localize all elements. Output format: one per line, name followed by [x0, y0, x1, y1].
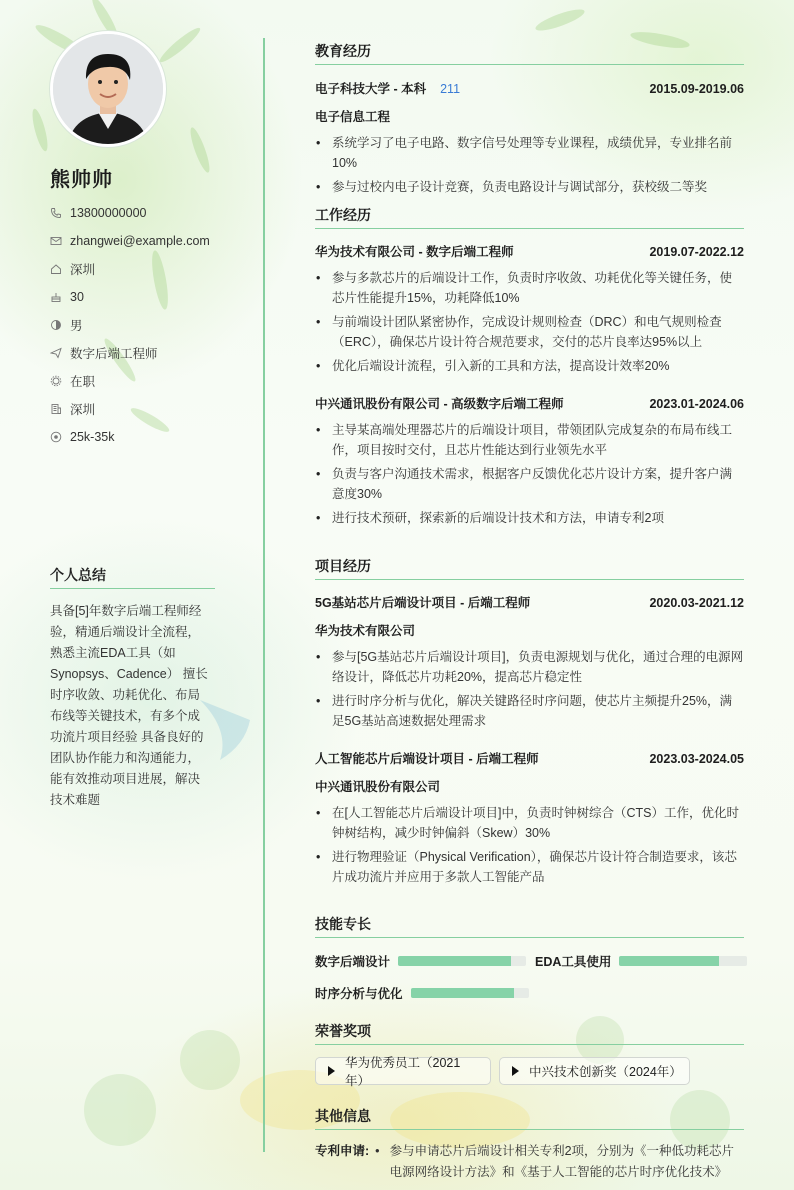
skill-item: [315, 952, 526, 970]
job-company: 华为技术有限公司 - 数字后端工程师: [315, 245, 514, 259]
send-icon: [50, 347, 62, 359]
award-badge: [315, 1056, 491, 1088]
gender-row: [50, 311, 250, 339]
education-bullets: [315, 133, 744, 201]
email-row: [50, 227, 250, 255]
work-city-value: 深圳: [70, 403, 96, 417]
phone-row: [50, 199, 250, 227]
award-label: 华为优秀员工（2021年）: [345, 1056, 461, 1088]
email-value: zhangwei@example.com: [70, 234, 210, 248]
summary-text: 具备[5]年数字后端工程师经验，精通后端设计全流程，熟悉主流EDA工具（如Synopsys、Cadence） 擅长时序收敛、功耗优化、布局布线等关键技术，有多个成功流片项目经验 具备良好的团队协作能力和沟通能力，能有效推动项目进展，解决技术难题: [50, 604, 208, 807]
list-item: • 进行物理验证（Physical Verification），确保芯片设计符合制造要求，该芯片成功流片并应用于多款人工智能产品: [315, 847, 744, 887]
list-item: • 主导某高端处理器芯片的后端设计项目，带领团队完成复杂的布局布线工作，项目按时交付，且芯片性能达到行业领先水平: [315, 420, 744, 460]
award-badge: [499, 1057, 690, 1085]
building-icon: [50, 403, 62, 415]
home-icon: [50, 263, 62, 275]
education-heading: 教育经历: [315, 41, 744, 65]
salary-value: 25k-35k: [70, 430, 115, 444]
contact-info-list: [50, 199, 250, 451]
status-row: [50, 367, 250, 395]
phone-icon: [50, 207, 62, 219]
city-value: 深圳: [70, 263, 96, 277]
award-label: 中兴技术创新奖（2024年）: [529, 1065, 682, 1079]
candidate-name: 熊帅帅: [50, 169, 113, 191]
gender-icon: [50, 319, 62, 331]
job-period: 2023.01-2024.06: [649, 397, 744, 411]
coin-icon: [50, 431, 62, 443]
list-item: • 负责与客户沟通技术需求，根据客户反馈优化芯片设计方案，提升客户满意度30%: [315, 464, 744, 504]
list-item: • 进行技术预研，探索新的后端设计技术和方法，申请专利2项: [315, 508, 744, 528]
work-city-row: [50, 395, 250, 423]
other-label: 专利申请:: [315, 1144, 370, 1158]
status-value: 在职: [70, 375, 96, 389]
gear-icon: [50, 375, 62, 387]
position-row: [50, 339, 250, 367]
list-item: • 参与多款芯片的后端设计工作，负责时序收敛、功耗优化等关键任务，使芯片性能提升15%，功耗降低10%: [315, 268, 744, 308]
list-item: • 参与[5G基站芯片后端设计项目]，负责电源规划与优化，通过合理的电源网络设计，降低芯片功耗20%，提高芯片稳定性: [315, 647, 744, 687]
job-header-row: [315, 242, 744, 260]
city-row: [50, 255, 250, 283]
age-row: [50, 283, 250, 311]
avatar-portrait-icon: [53, 34, 163, 144]
list-item: • 进行时序分析与优化，解决关键路径时序问题，使芯片主频提升25%，满足5G基站高速数据处理需求: [315, 691, 744, 731]
education-header-row: [315, 79, 744, 97]
projects-heading: 项目经历: [315, 556, 744, 580]
project-name: 人工智能芯片后端设计项目 - 后端工程师: [315, 752, 539, 766]
cake-icon: [50, 291, 62, 303]
age-value: 30: [70, 290, 84, 304]
work-heading: 工作经历: [315, 205, 744, 229]
other-info-row: [315, 1141, 744, 1183]
project-bullets: [315, 647, 744, 735]
salary-row: [50, 423, 250, 451]
project-company: 中兴通讯股份有限公司: [315, 780, 441, 794]
education-school: 电子科技大学 - 本科: [315, 82, 427, 96]
list-item: • 在[人工智能芯片后端设计项目]中，负责时钟树综合（CTS）工作，优化时钟树结构，减少时钟偏斜（Skew）30%: [315, 803, 744, 843]
list-item: • 优化后端设计流程，引入新的工具和方法，提高设计效率20%: [315, 356, 744, 376]
skill-name: 数字后端设计: [315, 955, 391, 969]
education-major: 电子信息工程: [315, 110, 391, 124]
skill-bar: [411, 988, 529, 998]
project-bullets: [315, 803, 744, 891]
mail-icon: [50, 235, 62, 247]
skill-bar-fill: [411, 988, 515, 998]
skill-bar-fill: [619, 956, 719, 966]
list-item: • 与前端设计团队紧密协作，完成设计规则检查（DRC）和电气规则检查（ERC），确保芯片设计符合规范要求，交付的芯片良率达95%以上: [315, 312, 744, 352]
position-value: 数字后端工程师: [70, 347, 158, 361]
list-item: • 参与过校内电子设计竞赛，负责电路设计与调试部分，获校级二等奖: [315, 177, 744, 197]
job-header-row: [315, 394, 744, 412]
skill-name: 时序分析与优化: [315, 987, 403, 1001]
gender-value: 男: [70, 319, 83, 333]
skills-heading: 技能专长: [315, 914, 744, 938]
other-text: 参与申请芯片后端设计相关专利2项，分别为《一种低功耗芯片电源网络设计方法》和《基于人工智能的芯片时序优化技术》: [389, 1144, 735, 1179]
phone-value: 13800000000: [70, 206, 147, 220]
job-bullets: [315, 420, 744, 532]
project-company: 华为技术有限公司: [315, 624, 416, 638]
education-period: 2015.09-2019.06: [649, 82, 744, 96]
project-name: 5G基站芯片后端设计项目 - 后端工程师: [315, 596, 531, 610]
job-bullets: [315, 268, 744, 380]
project-header-row: [315, 593, 744, 611]
bullet-dot: •: [375, 1144, 380, 1158]
job-period: 2019.07-2022.12: [649, 245, 744, 259]
skill-bar-fill: [398, 956, 511, 966]
skill-item: [315, 984, 529, 1002]
list-item: • 系统学习了电子电路、数字信号处理等专业课程，成绩优异，专业排名前10%: [315, 133, 744, 173]
other-heading: 其他信息: [315, 1106, 744, 1130]
job-company: 中兴通讯股份有限公司 - 高级数字后端工程师: [315, 397, 564, 411]
play-triangle-icon: [328, 1066, 335, 1076]
project-period: 2023.03-2024.05: [649, 752, 744, 766]
skill-item: [535, 952, 747, 970]
skill-bar: [619, 956, 747, 966]
skill-name: EDA工具使用: [535, 955, 612, 969]
school-tag-badge: 211: [440, 82, 461, 96]
summary-heading: 个人总结: [50, 565, 215, 589]
awards-heading: 荣誉奖项: [315, 1021, 744, 1045]
avatar: [50, 31, 166, 147]
project-header-row: [315, 749, 744, 767]
project-period: 2020.03-2021.12: [649, 596, 744, 610]
play-triangle-icon: [512, 1066, 519, 1076]
education-school-wrap: [315, 79, 460, 97]
skill-bar: [398, 956, 526, 966]
column-divider: [263, 38, 265, 1152]
